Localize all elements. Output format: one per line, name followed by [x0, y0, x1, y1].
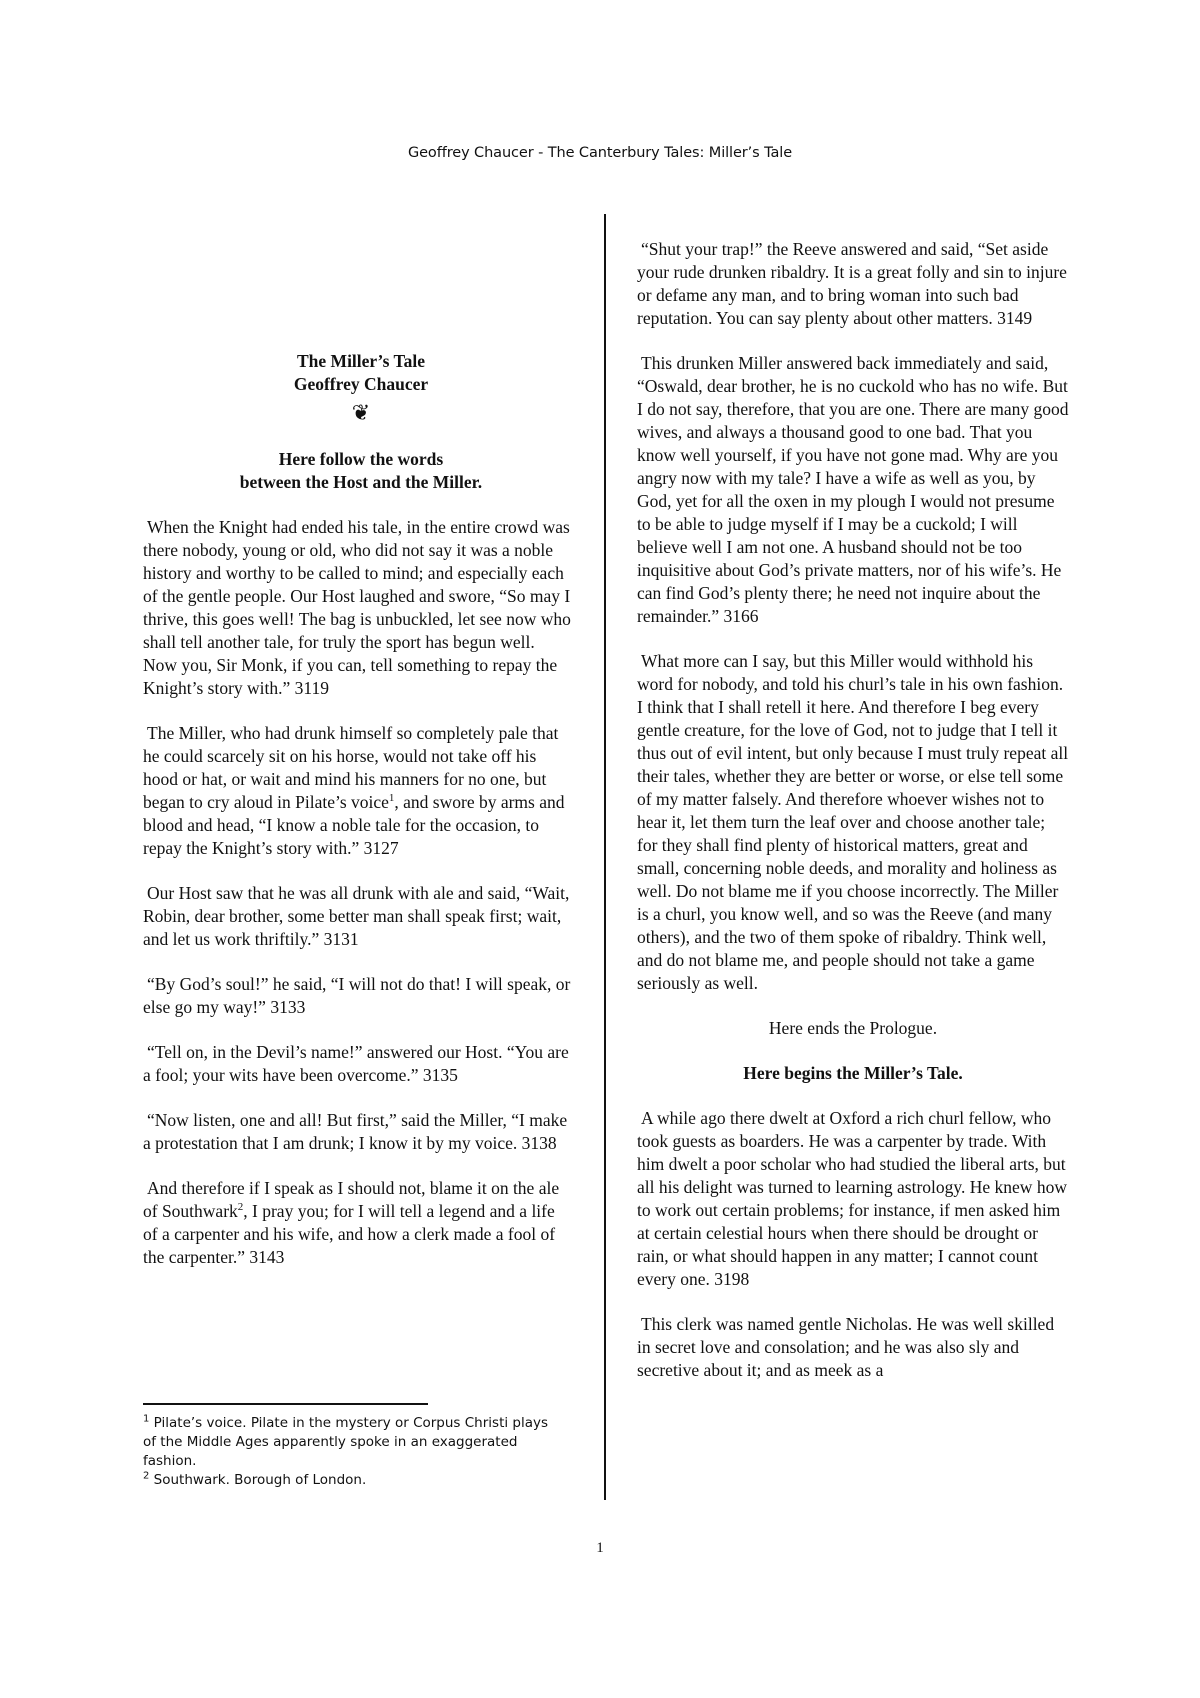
footnote	[143, 1471, 563, 1490]
paragraph: This drunken Miller answered back immediately and said, “Oswald, dear brother, he is no cuckold who has no wife. But I do not say, therefore, that you are one. There are many good wives, and always a thousand good to one bad. That you know well yourself, if you have not gone mad. Why are you angry now with my tale? I have a wife as well as you, by God, yet for all the oxen in my plough I would not presume to be able to judge myself if I may be a cuckold; I will believe well I am not one. A husband should not be too inquisitive about God’s private matters, nor of his wife’s. He can find God’s plenty there; he need not inquire about the remainder.” 3166	[637, 353, 1069, 626]
section-heading	[149, 448, 573, 494]
right-column	[637, 238, 1069, 1404]
paragraph-text: , and swore by arms and blood and head, “I know a noble tale for the occasion, to repay the Knight’s story with.” 3127	[143, 792, 565, 858]
footnote	[143, 1414, 563, 1471]
column-divider	[604, 214, 606, 1500]
paragraph: What more can I say, but this Miller would withhold his word for nobody, and told his churl’s tale in his own fashion. I think that I shall retell it here. And therefore I beg every gentle creature, for the love of God, not to judge that I tell it thus out of evil intent, but only because I must truly repeat all their tales, whether they are better or worse, or else tell some of my matter falsely. And therefore whoever wishes not to hear it, let them turn the leaf over and choose another tale; for they shall find plenty of historical matters, great and small, concerning noble deeds, and morality and holiness as well. Do not blame me if you choose incorrectly. The Miller is a churl, you know well, and so was the Reeve (and many others), and the two of them spoke of ribaldry. Think well, and do not blame me, and people should not take a game seriously as well.	[637, 651, 1069, 993]
fleuron-icon: ❦	[351, 400, 371, 425]
running-header: Geoffrey Chaucer - The Canterbury Tales: Miller’s Tale	[407, 145, 793, 161]
paragraph	[143, 722, 573, 860]
footnote-text: Southwark. Borough of London.	[153, 1472, 367, 1488]
page-number: 1	[596, 1540, 604, 1556]
tale-begin-heading: Here begins the Miller’s Tale.	[743, 1063, 963, 1083]
left-column	[143, 350, 573, 1291]
footnote-marker[interactable]: 1	[388, 792, 395, 805]
tale-author: Geoffrey Chaucer	[293, 374, 429, 394]
footnote-number: 1	[143, 1413, 150, 1425]
section-heading-line2: between the Host and the Miller.	[239, 472, 483, 492]
prologue-end: Here ends the Prologue.	[768, 1018, 938, 1038]
paragraph: “Shut your trap!” the Reeve answered and said, “Set aside your rude drunken ribaldry. It is a great folly and sin to injure or defame any man, and to bring woman into such bad reputation. You can say plenty about other matters. 3149	[637, 239, 1067, 328]
section-heading-line1: Here follow the words	[278, 449, 444, 469]
paragraph: This clerk was named gentle Nicholas. He was well skilled in secret love and consolation; and he was also sly and secretive about it; and as meek as a	[637, 1314, 1055, 1380]
paragraph: “By God’s soul!” he said, “I will not do that! I will speak, or else go my way!” 3133	[143, 974, 571, 1017]
paragraph: A while ago there dwelt at Oxford a rich churl fellow, who took guests as boarders. He was a carpenter by trade. With him dwelt a poor scholar who had studied the liberal arts, but all his delight was turned to learning astrology. He knew how to work out certain problems; for instance, if men asked him at certain celestial hours when there should be drought or rain, or what should happen in any matter; I cannot count every one. 3198	[637, 1108, 1067, 1289]
paragraph-text: The Miller, who had drunk himself so completely pale that he could scarcely sit on his horse, would not take off his hood or hat, or wait and mind his manners for no one, but began to cry aloud in Pilate’s voice	[143, 723, 559, 812]
paragraph: When the Knight had ended his tale, in the entire crowd was there nobody, young or old, who did not say it was a noble history and worthy to be called to mind; and especially each of the gentle people. Our Host laughed and swore, “So may I thrive, this goes well! The bag is unbuckled, let see now who shall tell another tale, for truly the sport has begun well. Now you, Sir Monk, if you can, tell something to repay the Knight’s story with.” 3119	[143, 517, 571, 698]
footnotes	[143, 1414, 563, 1490]
paragraph: “Tell on, in the Devil’s name!” answered our Host. “You are a fool; your wits have been overcome.” 3135	[143, 1042, 569, 1085]
tale-title: The Miller’s Tale	[297, 351, 425, 371]
paragraph-text: , I pray you; for I will tell a legend and a life of a carpenter and his wife, and how a clerk made a fool of the carpenter.” 3143	[143, 1201, 556, 1267]
footnote-marker[interactable]: 2	[237, 1201, 244, 1214]
paragraph: “Now listen, one and all! But first,” said the Miller, “I make a protestation that I am drunk; I know it by my voice. 3138	[143, 1110, 568, 1153]
footnote-text: Pilate’s voice. Pilate in the mystery or Corpus Christi plays of the Middle Ages apparently spoke in an exaggerated fashion.	[143, 1415, 549, 1469]
paragraph: Our Host saw that he was all drunk with ale and said, “Wait, Robin, dear brother, some better man shall speak first; wait, and let us work thriftily.” 3131	[143, 883, 570, 949]
footnote-number: 2	[143, 1470, 150, 1482]
footnote-rule	[143, 1403, 428, 1405]
paragraph	[143, 1177, 573, 1269]
paragraph-text: And therefore if I speak as I should not, blame it on the ale of Southwark	[143, 1178, 560, 1221]
